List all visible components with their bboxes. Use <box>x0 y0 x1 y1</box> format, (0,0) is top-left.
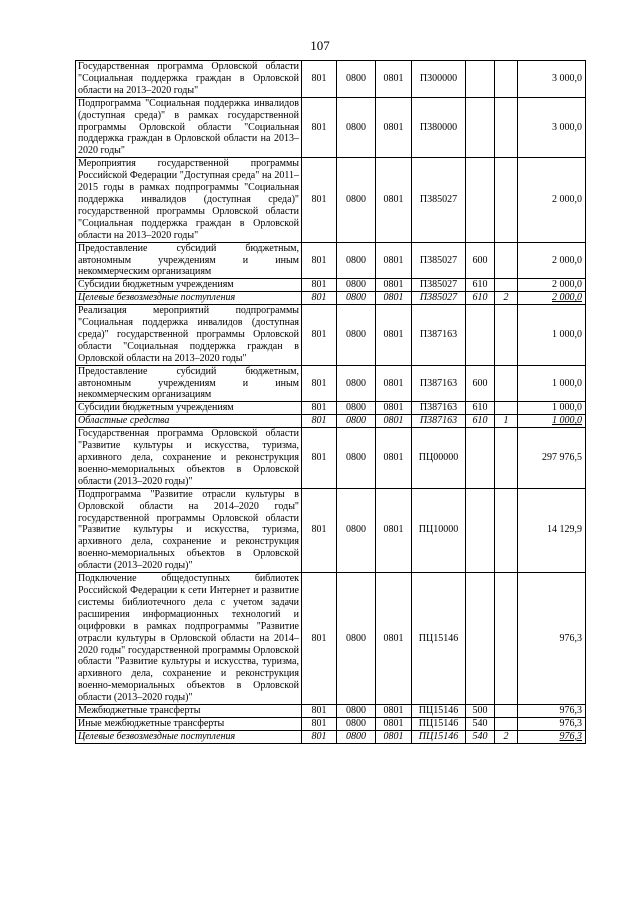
cell-csr: ПЦ15146 <box>412 730 466 743</box>
cell-source <box>495 61 518 98</box>
table-row <box>76 292 586 305</box>
cell-rz: 0800 <box>337 730 376 743</box>
cell-csr: П380000 <box>412 97 466 158</box>
cell-vr: 610 <box>466 402 495 415</box>
table-row <box>76 279 586 292</box>
table-row <box>76 717 586 730</box>
cell-source <box>495 242 518 279</box>
cell-rz: 0800 <box>337 415 376 428</box>
cell-amount: 1 000,0 <box>518 415 586 428</box>
cell-pr: 0801 <box>376 402 412 415</box>
cell-ved: 801 <box>302 365 337 402</box>
cell-vr <box>466 61 495 98</box>
cell-csr: П385027 <box>412 158 466 242</box>
cell-amount: 1 000,0 <box>518 305 586 366</box>
table-row <box>76 242 586 279</box>
cell-source <box>495 488 518 572</box>
cell-source <box>495 365 518 402</box>
cell-vr: 610 <box>466 279 495 292</box>
cell-csr: ПЦ10000 <box>412 488 466 572</box>
cell-name: Подпрограмма "Социальная поддержка инвалидов (доступная среда)" в рамках государственной программы Орловской области "Социальная поддержка граждан в Орловской области на 2013–2020 годы" <box>76 97 302 158</box>
cell-name: Мероприятия государственной программы Российской Федерации "Доступная среда" на 2011–2015 годы в рамках подпрограммы "Социальная поддержка инвалидов (доступная среда)" государственной программы Орловской области "Социальная поддержка граждан в Орловской области на 2013–2020 годы" <box>76 158 302 242</box>
cell-name: Предоставление субсидий бюджетным, автономным учреждениям и иным некоммерческим организациям <box>76 365 302 402</box>
cell-ved: 801 <box>302 717 337 730</box>
cell-vr: 610 <box>466 292 495 305</box>
cell-pr: 0801 <box>376 61 412 98</box>
cell-rz: 0800 <box>337 61 376 98</box>
cell-ved: 801 <box>302 61 337 98</box>
cell-source: 1 <box>495 415 518 428</box>
cell-source <box>495 428 518 489</box>
cell-source <box>495 97 518 158</box>
cell-ved: 801 <box>302 292 337 305</box>
cell-amount: 2 000,0 <box>518 158 586 242</box>
cell-pr: 0801 <box>376 97 412 158</box>
cell-vr: 600 <box>466 242 495 279</box>
cell-amount: 14 129,9 <box>518 488 586 572</box>
cell-amount: 976,3 <box>518 717 586 730</box>
cell-amount: 2 000,0 <box>518 242 586 279</box>
cell-csr: П385027 <box>412 292 466 305</box>
cell-vr: 600 <box>466 365 495 402</box>
cell-vr <box>466 428 495 489</box>
table-row <box>76 730 586 743</box>
cell-source: 2 <box>495 292 518 305</box>
cell-amount: 976,3 <box>518 705 586 718</box>
cell-pr: 0801 <box>376 158 412 242</box>
table-row <box>76 705 586 718</box>
cell-pr: 0801 <box>376 242 412 279</box>
cell-ved: 801 <box>302 705 337 718</box>
cell-name: Субсидии бюджетным учреждениям <box>76 402 302 415</box>
cell-csr: П387163 <box>412 415 466 428</box>
cell-ved: 801 <box>302 415 337 428</box>
table-row <box>76 365 586 402</box>
cell-ved: 801 <box>302 97 337 158</box>
cell-source <box>495 717 518 730</box>
table-row <box>76 158 586 242</box>
cell-ved: 801 <box>302 158 337 242</box>
cell-pr: 0801 <box>376 365 412 402</box>
cell-vr: 500 <box>466 705 495 718</box>
cell-ved: 801 <box>302 573 337 705</box>
cell-csr: П385027 <box>412 242 466 279</box>
cell-csr: П385027 <box>412 279 466 292</box>
cell-pr: 0801 <box>376 717 412 730</box>
table-row <box>76 402 586 415</box>
cell-rz: 0800 <box>337 242 376 279</box>
cell-rz: 0800 <box>337 573 376 705</box>
cell-rz: 0800 <box>337 365 376 402</box>
cell-name: Целевые безвозмездные поступления <box>76 730 302 743</box>
cell-ved: 801 <box>302 730 337 743</box>
cell-name: Целевые безвозмездные поступления <box>76 292 302 305</box>
cell-vr <box>466 97 495 158</box>
cell-amount: 1 000,0 <box>518 402 586 415</box>
cell-vr <box>466 488 495 572</box>
cell-pr: 0801 <box>376 573 412 705</box>
cell-name: Реализация мероприятий подпрограммы "Социальная поддержка инвалидов (доступная среда)" государственной программы Орловской области "Социальная поддержка граждан в Орловской области на 2013–2020 годы" <box>76 305 302 366</box>
budget-table <box>75 60 586 744</box>
cell-csr: П300000 <box>412 61 466 98</box>
cell-source: 2 <box>495 730 518 743</box>
cell-ved: 801 <box>302 305 337 366</box>
table-row <box>76 488 586 572</box>
cell-pr: 0801 <box>376 705 412 718</box>
cell-pr: 0801 <box>376 305 412 366</box>
cell-amount: 2 000,0 <box>518 292 586 305</box>
cell-amount: 297 976,5 <box>518 428 586 489</box>
cell-rz: 0800 <box>337 402 376 415</box>
cell-name: Субсидии бюджетным учреждениям <box>76 279 302 292</box>
cell-ved: 801 <box>302 279 337 292</box>
cell-rz: 0800 <box>337 305 376 366</box>
cell-name: Предоставление субсидий бюджетным, автономным учреждениям и иным некоммерческим организациям <box>76 242 302 279</box>
cell-amount: 2 000,0 <box>518 279 586 292</box>
cell-name: Подключение общедоступных библиотек Российской Федерации к сети Интернет и развитие системы библиотечного дела с учетом задачи расширения информационных технологий и оцифровки в рамках подпрограммы "Развитие отрасли культуры в Орловской области на 2014–2020 годы" государственной программы Орловской области "Развитие культуры и искусства, туризма, архивного дела, сохранение и реконструкция военно-мемориальных объектов в Орловской области (2013–2020 годы)" <box>76 573 302 705</box>
table-row <box>76 97 586 158</box>
cell-pr: 0801 <box>376 488 412 572</box>
cell-pr: 0801 <box>376 428 412 489</box>
page-number: 107 <box>310 38 330 53</box>
table-row <box>76 573 586 705</box>
table-row <box>76 415 586 428</box>
cell-vr <box>466 158 495 242</box>
cell-rz: 0800 <box>337 97 376 158</box>
cell-pr: 0801 <box>376 730 412 743</box>
cell-vr <box>466 305 495 366</box>
cell-name: Областные средства <box>76 415 302 428</box>
cell-rz: 0800 <box>337 279 376 292</box>
cell-amount: 1 000,0 <box>518 365 586 402</box>
cell-csr: ПЦ15146 <box>412 705 466 718</box>
cell-name: Государственная программа Орловской области "Социальная поддержка граждан в Орловской области на 2013–2020 годы" <box>76 61 302 98</box>
cell-vr: 540 <box>466 717 495 730</box>
cell-pr: 0801 <box>376 415 412 428</box>
cell-amount: 3 000,0 <box>518 97 586 158</box>
cell-amount: 3 000,0 <box>518 61 586 98</box>
cell-rz: 0800 <box>337 705 376 718</box>
cell-csr: П387163 <box>412 365 466 402</box>
cell-ved: 801 <box>302 402 337 415</box>
cell-rz: 0800 <box>337 428 376 489</box>
cell-csr: ПЦ15146 <box>412 573 466 705</box>
table-row <box>76 428 586 489</box>
cell-csr: ПЦ00000 <box>412 428 466 489</box>
cell-ved: 801 <box>302 488 337 572</box>
cell-name: Подпрограмма "Развитие отрасли культуры в Орловской области на 2014–2020 годы" государственной программы Орловской области "Развитие культуры и искусства, туризма, архивного дела, сохранение и реконструкция военно-мемориальных объектов в Орловской области (2013–2020 годы)" <box>76 488 302 572</box>
cell-pr: 0801 <box>376 279 412 292</box>
cell-ved: 801 <box>302 242 337 279</box>
cell-amount: 976,3 <box>518 573 586 705</box>
cell-name: Иные межбюджетные трансферты <box>76 717 302 730</box>
cell-csr: ПЦ15146 <box>412 717 466 730</box>
cell-source <box>495 573 518 705</box>
cell-source <box>495 279 518 292</box>
table-row <box>76 305 586 366</box>
cell-rz: 0800 <box>337 158 376 242</box>
cell-rz: 0800 <box>337 488 376 572</box>
cell-rz: 0800 <box>337 292 376 305</box>
cell-pr: 0801 <box>376 292 412 305</box>
cell-source <box>495 158 518 242</box>
cell-vr <box>466 573 495 705</box>
cell-ved: 801 <box>302 428 337 489</box>
cell-amount: 976,3 <box>518 730 586 743</box>
cell-vr: 610 <box>466 415 495 428</box>
cell-source <box>495 305 518 366</box>
cell-name: Межбюджетные трансферты <box>76 705 302 718</box>
cell-name: Государственная программа Орловской области "Развитие культуры и искусства, туризма, архивного дела, сохранение и реконструкция военно-мемориальных объектов в Орловской области (2013–2020 годы)" <box>76 428 302 489</box>
cell-csr: П387163 <box>412 305 466 366</box>
cell-rz: 0800 <box>337 717 376 730</box>
table-row <box>76 61 586 98</box>
cell-vr: 540 <box>466 730 495 743</box>
cell-source <box>495 705 518 718</box>
cell-csr: П387163 <box>412 402 466 415</box>
cell-source <box>495 402 518 415</box>
